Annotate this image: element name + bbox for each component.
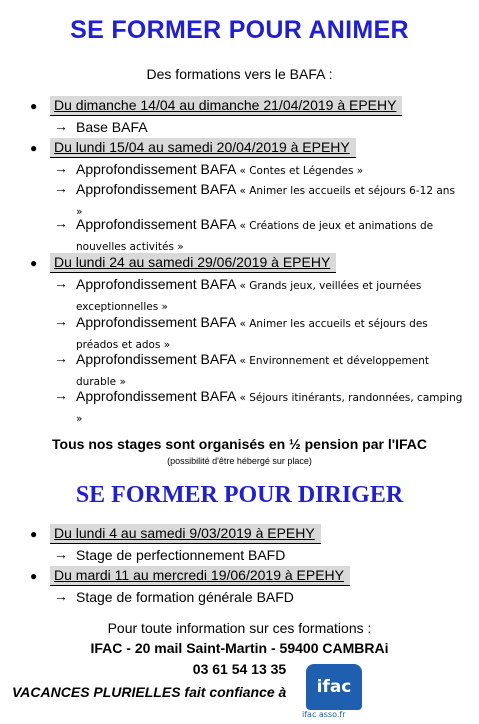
bullet-icon: ● xyxy=(30,141,38,155)
list-item xyxy=(54,387,464,429)
list-item xyxy=(54,118,464,137)
arrow-right-icon: → xyxy=(54,313,68,329)
list-item xyxy=(54,160,464,181)
arrow-right-icon: → xyxy=(54,387,68,403)
item-main: Base BAFA xyxy=(76,119,148,135)
list-item xyxy=(54,546,464,565)
arrow-right-icon: → xyxy=(54,118,68,134)
item-theme: « Environnement et développement durable » xyxy=(76,355,430,388)
arrow-right-icon: → xyxy=(54,350,68,366)
arrow-right-icon: → xyxy=(54,546,68,562)
bullet-icon: ● xyxy=(30,99,38,113)
item-main: Approfondissement BAFA xyxy=(76,161,236,177)
session-date xyxy=(30,524,321,544)
list-item xyxy=(54,588,464,607)
list-item xyxy=(54,313,464,355)
session-date xyxy=(30,96,402,116)
confiance-text: VACANCES PLURIELLES fait confiance à xyxy=(12,684,287,700)
item-main: Stage de perfectionnement BAFD xyxy=(76,547,286,563)
arrow-right-icon: → xyxy=(54,180,68,196)
item-theme: « Animer les accueils et séjours des préados et ados » xyxy=(76,318,428,351)
stages-small-note: (possibilité d'être hébergé sur place) xyxy=(167,456,312,466)
item-theme: « Séjours itinérants, randonnées, camping » xyxy=(76,392,463,425)
item-main: Approfondissement BAFA xyxy=(76,351,236,367)
session-date xyxy=(30,253,336,273)
session-date-text: Du dimanche 14/04 au dimanche 21/04/2019 à EPEHY xyxy=(50,96,402,116)
arrow-right-icon: → xyxy=(54,215,68,231)
ifac-logo: ifac xyxy=(306,664,362,710)
item-theme: « Animer les accueils et séjours 6-12 ans » xyxy=(76,185,455,218)
session-date-text: Du lundi 24 au samedi 29/06/2019 à EPEHY xyxy=(50,253,336,273)
subtitle-bafa: Des formations vers le BAFA : xyxy=(146,66,333,82)
address: IFAC - 20 mail Saint-Martin - 59400 CAMBRAi xyxy=(90,640,389,656)
arrow-right-icon: → xyxy=(54,275,68,291)
session-date-text: Du lundi 4 au samedi 9/03/2019 à EPEHY xyxy=(50,524,321,544)
item-main: Approfondissement BAFA xyxy=(76,276,236,292)
arrow-right-icon: → xyxy=(54,588,68,604)
item-theme: « Grands jeux, veillées et journées exceptionnelles » xyxy=(76,280,422,313)
session-date xyxy=(30,566,350,586)
item-theme: « Contes et Légendes » xyxy=(239,165,364,177)
session-date-text: Du mardi 11 au mercredi 19/06/2019 à EPEHY xyxy=(50,566,350,586)
bullet-icon: ● xyxy=(30,527,38,541)
list-item xyxy=(54,350,464,392)
item-theme: « Créations de jeux et animations de nouvelles activités » xyxy=(76,220,434,253)
session-date-text: Du lundi 15/04 au samedi 20/04/2019 à EPEHY xyxy=(50,138,356,158)
stages-note: Tous nos stages sont organisés en ½ pension par l'IFAC xyxy=(52,436,427,452)
item-main: Stage de formation générale BAFD xyxy=(76,589,294,605)
ifac-logo-subtext: ifac asso.fr xyxy=(302,710,346,719)
arrow-right-icon: → xyxy=(54,160,68,176)
session-date xyxy=(30,138,356,158)
info-line: Pour toute information sur ces formations : xyxy=(107,620,372,636)
item-main: Approfondissement BAFA xyxy=(76,216,236,232)
bullet-icon: ● xyxy=(30,256,38,270)
item-main: Approfondissement BAFA xyxy=(76,388,236,404)
list-item xyxy=(54,275,464,317)
title-animer: SE FORMER POUR ANIMER xyxy=(70,16,409,44)
item-main: Approfondissement BAFA xyxy=(76,181,236,197)
bullet-icon: ● xyxy=(30,569,38,583)
title-diriger: SE FORMER POUR DIRIGER xyxy=(75,482,404,508)
item-main: Approfondissement BAFA xyxy=(76,314,236,330)
list-item xyxy=(54,215,464,257)
phone: 03 61 54 13 35 xyxy=(192,661,287,677)
